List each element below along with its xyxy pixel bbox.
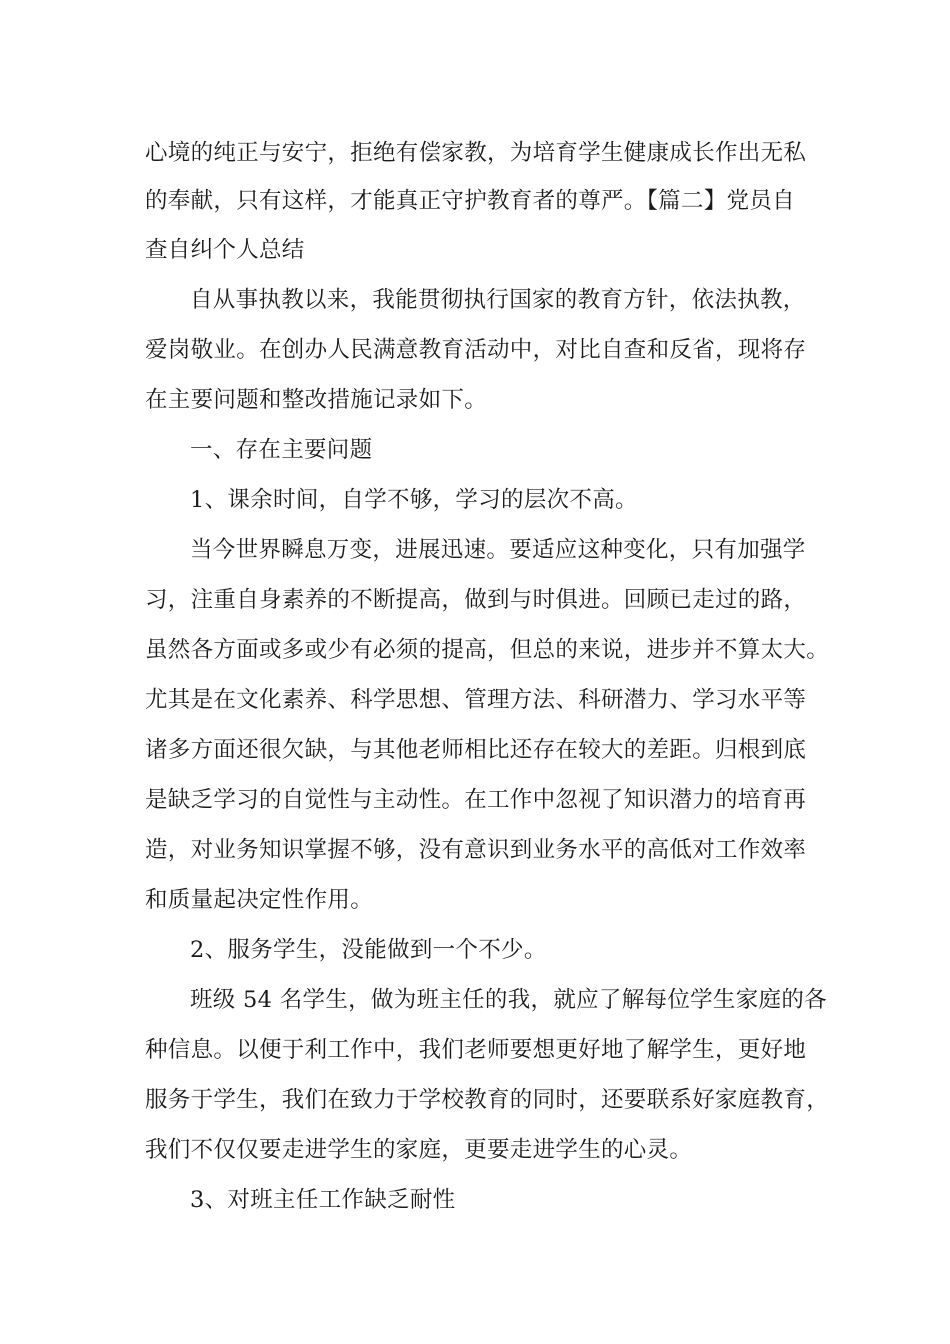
text-line: 诸多方面还很欠缺，与其他老师相比还存在较大的差距。归根到底	[145, 737, 807, 763]
text-line: 我们不仅仅要走进学生的家庭，更要走进学生的心灵。	[145, 1137, 693, 1163]
text-line: 服务于学生，我们在致力于学校教育的同时，还要联系好家庭教育，	[145, 1087, 830, 1113]
text-line: 习，注重自身素养的不断提高，做到与时俱进。回顾已走过的路，	[145, 587, 807, 613]
item-heading-3: 3、对班主任工作缺乏耐性	[190, 1187, 456, 1213]
text-line: 班级 54 名学生，做为班主任的我，就应了解每位学生家庭的各	[190, 987, 827, 1013]
item-heading-1: 1、课余时间，自学不够，学习的层次不高。	[190, 487, 638, 513]
text-line: 在主要问题和整改措施记录如下。	[145, 387, 488, 413]
text-line: 自从事执教以来，我能贯彻执行国家的教育方针，依法执教，	[190, 287, 806, 313]
text-line: 是缺乏学习的自觉性与主动性。在工作中忽视了知识潜力的培育再	[145, 787, 807, 813]
text-line: 和质量起决定性作用。	[145, 887, 374, 913]
text-line: 虽然各方面或多或少有必须的提高，但总的来说，进步并不算太大。	[145, 637, 830, 663]
text-line: 造，对业务知识掌握不够，没有意识到业务水平的高低对工作效率	[145, 837, 807, 863]
text-line: 的奉献，只有这样，才能真正守护教育者的尊严。【篇二】党员自	[145, 188, 795, 214]
heading-problems: 一、存在主要问题	[190, 437, 373, 463]
section-heading: 查自纠个人总结	[145, 237, 305, 263]
text-line: 心境的纯正与安宁，拒绝有偿家教，为培育学生健康成长作出无私	[145, 140, 807, 166]
text-line: 爱岗敬业。在创办人民满意教育活动中，对比自查和反省，现将存	[145, 337, 807, 363]
item-heading-2: 2、服务学生，没能做到一个不少。	[190, 937, 547, 963]
text-line: 尤其是在文化素养、科学思想、管理方法、科研潜力、学习水平等	[145, 687, 807, 713]
text-line: 当今世界瞬息万变，进展迅速。要适应这种变化，只有加强学	[190, 537, 806, 563]
text-line: 种信息。以便于利工作中，我们老师要想更好地了解学生，更好地	[145, 1037, 807, 1063]
